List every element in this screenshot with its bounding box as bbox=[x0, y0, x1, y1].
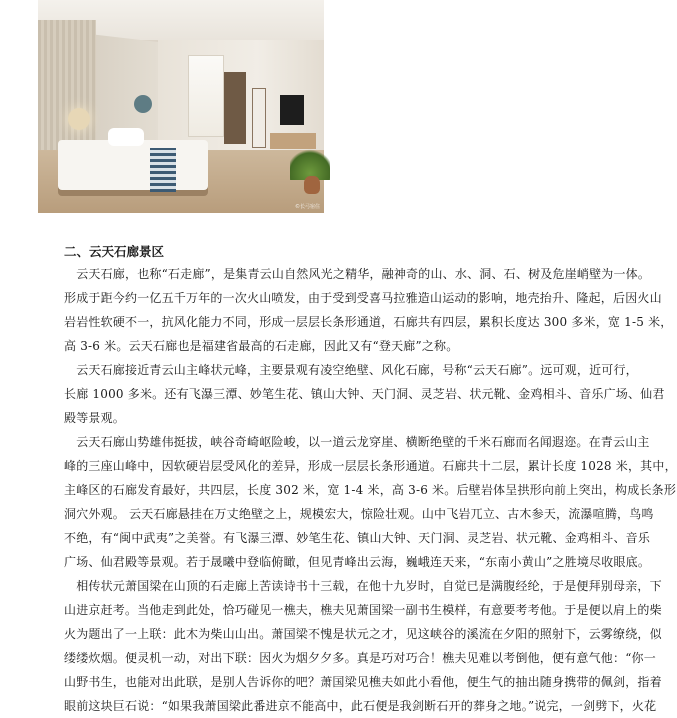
text-line: 眼前这块巨石说：“如果我萧国梁此番进京不能高中，此石便是我剑断石开的葬身之地。”说完，一剑劈下，火花 bbox=[64, 699, 657, 713]
text-line: 岩岩性软硬不一，抗风化能力不同，形成一层层长条形通道，石廊共有四层，累积长度达 300 多米，宽 1-5 米， bbox=[64, 315, 673, 329]
text-line: 不绝，有“闽中武夷”之美誉。有飞瀑三潭、妙笔生花、镇山大钟、天门洞、灵芝岩、状元靴、金鸡相斗、音乐 bbox=[64, 531, 651, 545]
text-line: 山野书生，也能对出此联，是别人告诉你的吧？萧国梁见樵夫如此小看他，便生气的抽出随身携带的佩剑，指着 bbox=[64, 675, 662, 689]
text-line: 长廊 1000 多米。还有飞瀑三潭、妙笔生花、镇山大钟、天门洞、灵芝岩、状元靴、金鸡相斗、音乐广场、仙君 bbox=[64, 387, 665, 401]
text-line: 主峰区的石廊发育最好，共四层，长度 302 米，宽 1-4 米，高 3-6 米。后壁岩体呈拱形向前上突出，构成长条形 bbox=[64, 483, 677, 497]
text-line: 广场、仙君殿等景观。若于晟曦中登临俯瞰，但见青峰出云海，巍峨连天来，“东南小黄山”之胜境尽收眼底。 bbox=[64, 555, 651, 569]
paragraph-3 bbox=[64, 430, 677, 574]
text-line: 洞穴外观。 云天石廊悬挂在万丈绝壁之上，规模宏大，惊险壮观。山中飞岩兀立、古木参天，流瀑喧腾，鸟鸣 bbox=[64, 507, 654, 521]
text-line: 相传状元萧国梁在山顶的石走廊上苦读诗书十三载，在他十九岁时，自觉已是满腹经纶，于是便拜别母亲，下 bbox=[64, 579, 662, 593]
section-heading: 二、云天石廊景区 bbox=[64, 244, 165, 259]
text-line: 殿等景观。 bbox=[64, 411, 126, 425]
text-line: 高 3-6 米。云天石廊也是福建省最高的石走廊，因此又有“登天廊”之称。 bbox=[64, 339, 459, 353]
hotel-room-photo bbox=[38, 0, 324, 213]
text-line: 缕缕炊烟。便灵机一动，对出下联：因火为烟夕夕多。真是巧对巧合！樵夫见难以考倒他，便有意气他：“你一 bbox=[64, 651, 656, 665]
photo-watermark: ©长弓宿住 bbox=[294, 204, 320, 210]
text-line: 云天石廊，也称“石走廊”，是集青云山自然风光之精华，融神奇的山、水、洞、石、树及危崖峭壁为一体。 bbox=[64, 267, 651, 281]
text-line: 形成于距今约一亿五千万年的一次火山喷发，由于受到受喜马拉雅造山运动的影响，地壳抬升、隆起，后因火山 bbox=[64, 291, 662, 305]
paragraph-1 bbox=[64, 262, 673, 358]
text-line: 云天石廊山势雄伟挺拔，峡谷奇崎岖险峻，以一道云龙穿崖、横断绝壁的千米石廊而名闻遐迩。在青云山主 bbox=[64, 435, 650, 449]
text-line: 山进京赶考。当他走到此处，恰巧碰见一樵夫，樵夫见萧国梁一副书生模样，有意要考考他。于是便以肩上的柴 bbox=[64, 603, 662, 617]
paragraph-4 bbox=[64, 574, 662, 718]
text-line: 云天石廊接近青云山主峰状元峰，主要景观有凌空绝壁、风化石廊，号称“云天石廊”。远可观，近可行， bbox=[64, 363, 638, 377]
text-line: 火为题出了一上联：此木为柴山山出。萧国梁不愧是状元之才，见这峡谷的溪流在夕阳的照射下，云雾缭绕，似 bbox=[64, 627, 662, 641]
paragraph-2 bbox=[64, 358, 665, 430]
article-body bbox=[64, 262, 677, 718]
text-line: 峰的三座山峰中，因软硬岩层受风化的差异，形成一层层长条形通道。石廊共十二层，累计长度 1028 米，其中， bbox=[64, 459, 677, 473]
